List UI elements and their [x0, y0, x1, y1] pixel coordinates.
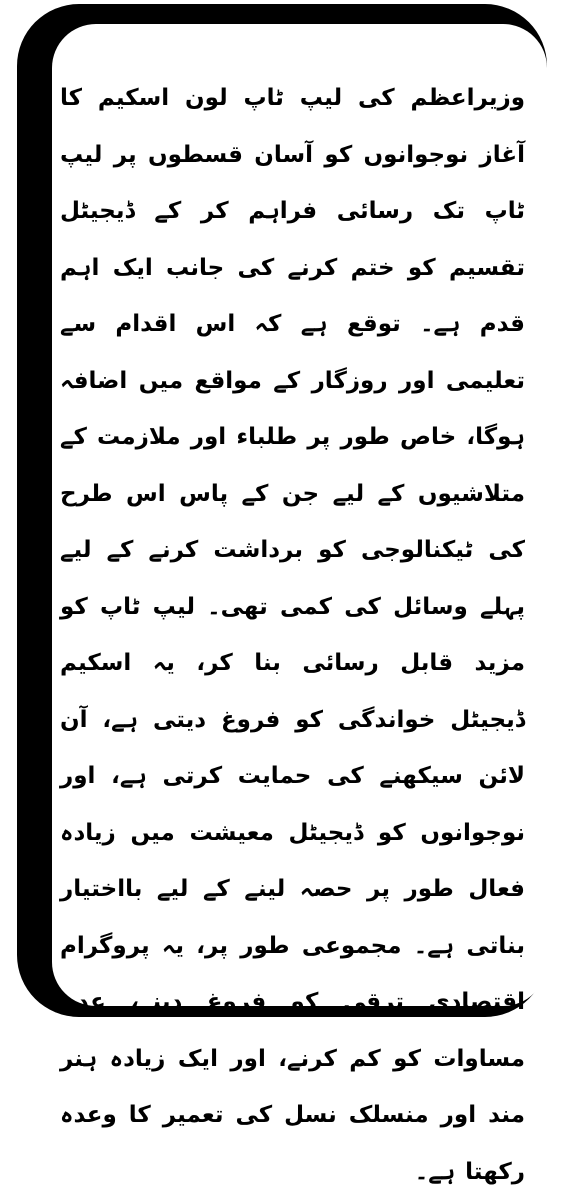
article-paragraph: وزیراعظم کی لیپ ٹاپ لون اسکیم کا آغاز نوجوانوں کو آسان قسطوں پر لیپ ٹاپ تک رسائی فراہم کر کے ڈیجیٹل تقسیم کو ختم کرنے کی جانب ایک اہم قدم ہے۔ توقع ہے کہ اس اقدام سے تعلیمی اور روزگار کے مواقع میں اضافہ ہوگا، خاص طور پر طلباء اور ملازمت کے متلاشیوں کے لیے جن کے پاس اس طرح کی ٹیکنالوجی کو برداشت کرنے کے لیے پہلے وسائل کی کمی تھی۔ لیپ ٹاپ کو مزید قابل رسائی بنا کر، یہ اسکیم ڈیجیٹل خواندگی کو فروغ دیتی ہے، آن لائن سیکھنے کی حمایت کرتی ہے، اور نوجوانوں کو ڈیجیٹل معیشت میں زیادہ فعال طور پر حصہ لینے کے لیے بااختیار بناتی ہے۔ مجموعی طور پر، یہ پروگرام اقتصادی ترقی کو فروغ دینے، عدم مساوات کو کم کرنے، اور ایک زیادہ ہنر مند اور منسلک نسل کی تعمیر کا وعدہ رکھتا ہے۔: [60, 85, 525, 1185]
article-body: [60, 70, 525, 1185]
